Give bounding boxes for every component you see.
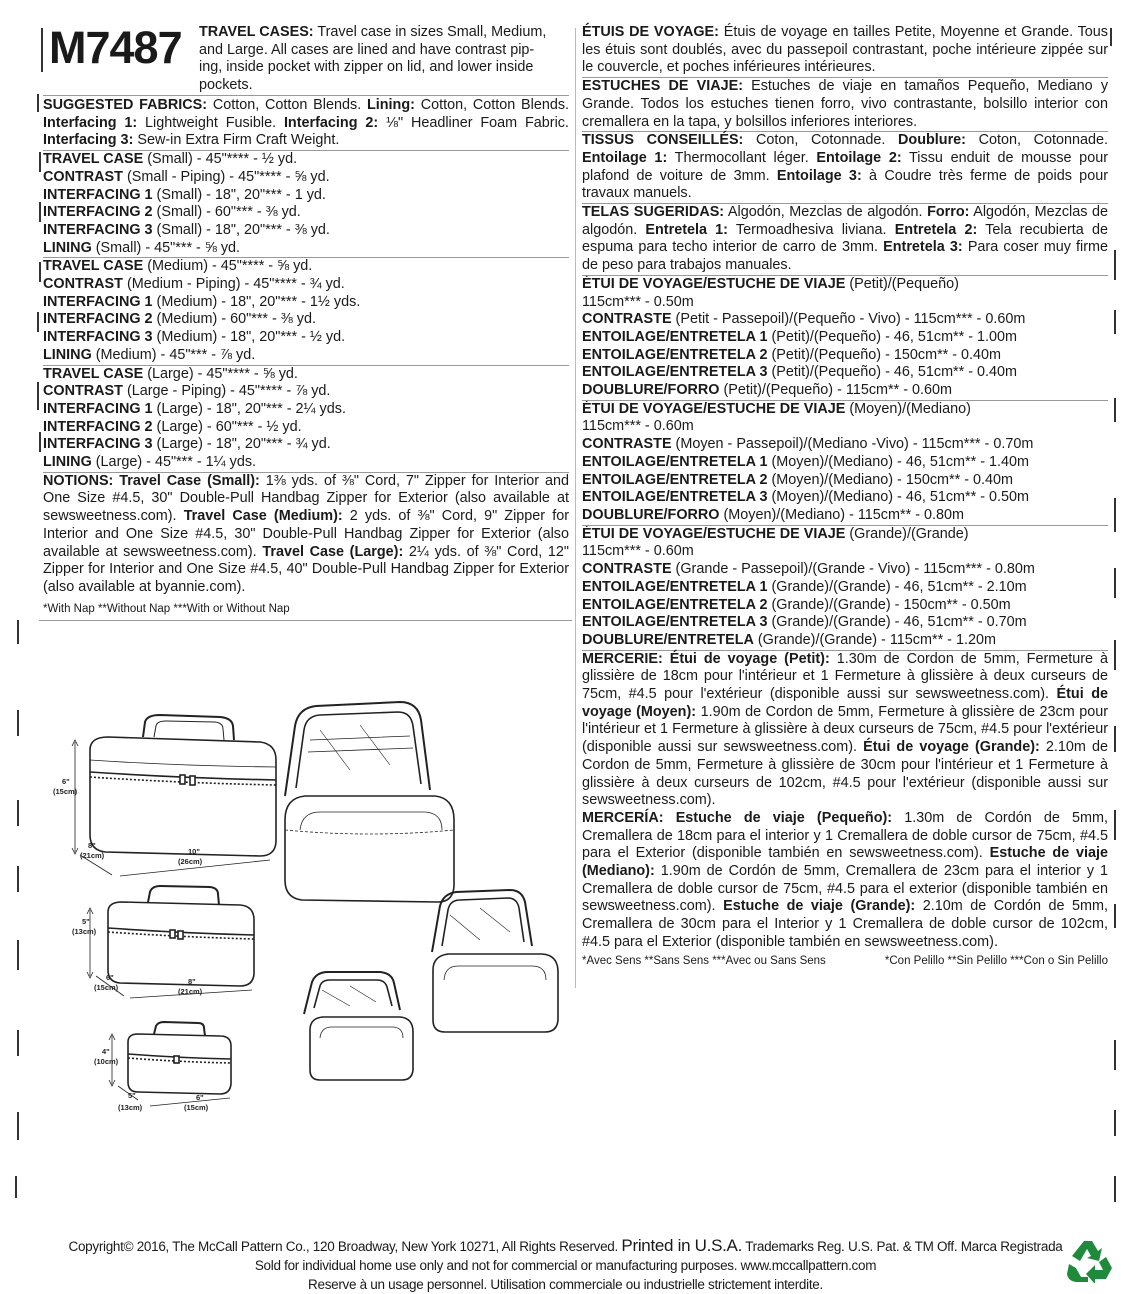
item-detail: (Grande)/(Grande) xyxy=(849,525,969,542)
item-name: CONTRAST xyxy=(43,276,123,293)
dim-label: 4" xyxy=(102,1047,110,1056)
item-detail: (Small) - 60"*** - ⅜ yd. xyxy=(156,204,301,221)
margin-rule xyxy=(1114,1176,1116,1202)
list-item xyxy=(43,329,569,347)
list-item xyxy=(43,150,569,169)
sold-line: Sold for individual home use only and not for commercial or manufacturing purposes. www.mccallpattern.com xyxy=(254,1258,877,1273)
item-detail: (Grande)/(Grande) - 150cm** - 0.50m xyxy=(771,596,1011,613)
item-name: CONTRAST xyxy=(43,168,123,185)
dim-label: (21cm) xyxy=(178,987,203,996)
item-detail: (Grande)/(Grande) - 115cm** - 1.20m xyxy=(757,631,996,648)
pattern-number: M7487 xyxy=(49,22,182,73)
item-detail: (Petit)/(Pequeño) xyxy=(849,275,959,292)
margin-rule xyxy=(37,94,39,112)
list-item xyxy=(582,472,1108,490)
item-name: DOUBLURE/ENTRETELA xyxy=(582,631,754,648)
item-name: ÉTUI DE VOYAGE/ESTUCHE DE VIAJE xyxy=(582,275,846,292)
item-name: CONTRASTE xyxy=(582,311,672,328)
dim-label: 6" xyxy=(196,1093,204,1102)
small-case-closed xyxy=(128,1022,231,1094)
dim-label: (15cm) xyxy=(94,983,119,992)
list-item xyxy=(582,347,1108,365)
footer xyxy=(0,1236,1131,1294)
list-item xyxy=(582,525,1108,544)
margin-rule xyxy=(39,202,41,222)
list-item xyxy=(43,436,569,454)
item-name: ENTOILAGE/ENTRETELA 1 xyxy=(582,328,768,345)
margin-rule xyxy=(1114,810,1116,840)
item-name: INTERFACING 3 xyxy=(43,221,153,238)
item-detail: (Small) - 45"**** - ½ yd. xyxy=(147,151,298,168)
item-detail: (Medium) - 45"*** - ⅞ yd. xyxy=(95,346,256,363)
margin-rule xyxy=(17,866,19,892)
list-item xyxy=(582,436,1108,454)
dim-label: (10cm) xyxy=(94,1057,119,1066)
dim-label: 5" xyxy=(128,1091,136,1100)
item-detail: (Petit)/(Pequeño) - 150cm** - 0.40m xyxy=(771,346,1002,363)
list-item xyxy=(43,276,569,294)
margin-rule xyxy=(1114,1040,1116,1070)
dim-label: 6" xyxy=(106,973,114,982)
french-spanish-column xyxy=(582,24,1108,969)
dim-label: (13cm) xyxy=(118,1103,143,1112)
item-name: ENTOILAGE/ENTRETELA 2 xyxy=(582,596,768,613)
item-detail: (Large - Piping) - 45"**** - ⅞ yd. xyxy=(126,383,331,400)
item-detail: (Medium) - 45"**** - ⅝ yd. xyxy=(147,258,313,275)
item-name: INTERFACING 2 xyxy=(43,204,153,221)
dim-label: (26cm) xyxy=(178,857,203,866)
item-name: ENTOILAGE/ENTRETELA 3 xyxy=(582,614,768,631)
nap-notes xyxy=(582,954,1108,969)
travel-cases-illustration xyxy=(20,680,580,1200)
list-item xyxy=(43,454,569,472)
fr-fabrics: TISSUS CONSEILLÉS: Coton, Cotonnade. Doublure: Coton, Cotonnade. Entoilage 1: Thermocollant léger. Entoilage 2: Tissu enduit de mousse pour plafond de voiture de 3mm. Entoilage 3: à Coudre très ferme de poids pour travaux manuels. xyxy=(582,132,1109,202)
item-name: ENTOILAGE/ENTRETELA 1 xyxy=(582,453,768,470)
item-name: LINING xyxy=(43,346,92,363)
margin-rule xyxy=(1114,726,1116,752)
item-detail: (Large) - 60"*** - ½ yd. xyxy=(156,418,302,435)
metric-list xyxy=(582,275,1108,650)
fr-nap-note: *Avec Sens **Sans Sens ***Avec ou Sans Sens xyxy=(582,954,826,967)
list-item xyxy=(43,311,569,329)
dim-label: 8" xyxy=(188,977,196,986)
intro-line: pockets. xyxy=(199,77,253,94)
medium-case-open xyxy=(432,890,558,1032)
dim-label: 8" xyxy=(88,841,96,850)
es-intro: ESTUCHES DE VIAJE: Estuches de viaje en tamaños Pequeño, Mediano y Grande. Todos los estuches tienen forro, vivo contrastante, bolsillo interior con cremallera en la tapa, y bolsillos inferiores interiores. xyxy=(582,78,1109,130)
es-nap-note: *Con Pelillo **Sin Pelillo ***Con o Sin Pelillo xyxy=(884,954,1108,967)
margin-rule xyxy=(17,940,19,970)
margin-rule xyxy=(1114,398,1116,422)
dim-label: 5" xyxy=(82,917,90,926)
item-detail: (Petit - Passepoil)/(Pequeño - Vivo) - 115cm*** - 0.60m xyxy=(675,311,1026,328)
fr-intro: ÉTUIS DE VOYAGE: Étuis de voyage en tailles Petite, Moyenne et Grande. Tous les étuis sont doublés, avec du passepoil contrastant, poche intérieure zippée sur le couvercle, et poches inférieures intérieures. xyxy=(582,24,1108,76)
dim-label: (15cm) xyxy=(53,787,78,796)
item-name: ENTOILAGE/ENTRETELA 1 xyxy=(582,578,768,595)
list-item xyxy=(43,294,569,312)
item-detail: (Small) - 45"*** - ⅝ yd. xyxy=(95,239,241,256)
notions: NOTIONS: Travel Case (Small): 1⅜ yds. of ⅜" Cord, 7" Zipper for Interior and One Size #4.5, 30" Double-Pull Handbag Zipper for Exterior (also available at sewsweetness.com). Travel Case (Medium): 2 yds. of ⅜" Cord, 9" Zipper for Interior and One Size #4.5, 30" Double-Pull Handbag Zipper for Exterior (also available at sewsweetness.com). Travel Case (Large): 2¼ yds. of ⅜" Cord, 12" Zipper for Interior and One Size #4.5, 40" Double-Pull Handbag Zipper for Exterior (also available at byannie.com). xyxy=(43,472,570,595)
item-detail: (Medium) - 18", 20"*** - 1½ yds. xyxy=(156,293,361,310)
item-detail: (Moyen)/(Mediano) - 115cm** - 0.80m xyxy=(723,506,964,523)
margin-rule xyxy=(1114,250,1116,280)
item-detail: (Grande - Passepoil)/(Grande - Vivo) - 115cm*** - 0.80m xyxy=(675,561,1035,578)
list-item xyxy=(43,222,569,240)
suggested-fabrics: SUGGESTED FABRICS: Cotton, Cotton Blends. Lining: Cotton, Cotton Blends. Interfacing 1: Lightweight Fusible. Interfacing 2: ⅛" Headliner Foam Fabric. Interfacing 3: Sew-in Extra Firm Craft Weight. xyxy=(43,97,570,149)
item-detail: (Medium) - 18", 20"*** - ½ yd. xyxy=(156,329,346,346)
margin-rule xyxy=(17,800,19,826)
list-item xyxy=(582,561,1108,579)
es-fabrics: TELAS SUGERIDAS: Algodón, Mezclas de algodón. Forro: Algodón, Mezclas de algodón. Entretela 1: Termoadhesiva liviana. Entretela 2: Tela recubierta de espuma para techo interior de carro de 3mm. Entretela 3: Para coser muy firme de peso para trabajos manuales. xyxy=(582,204,1109,274)
recycle-icon xyxy=(1066,1237,1116,1283)
item-detail: (Small) - 18", 20"*** - 1 yd. xyxy=(156,186,326,203)
dim-label: 6" xyxy=(62,777,70,786)
nap-note: *With Nap **Without Nap ***With or Without Nap xyxy=(43,602,290,615)
list-item xyxy=(43,240,569,258)
list-item xyxy=(43,257,569,276)
item-name: DOUBLURE/FORRO xyxy=(582,506,720,523)
item-detail: (Large) - 18", 20"*** - 2¼ yds. xyxy=(156,400,346,417)
mercerie: MERCERIE: Étui de voyage (Petit): 1.30m de Cordon de 5mm, Fermeture à glissière de 18cm pour l'intérieur et 1 Fermeture à glissière à deux curseurs de 75cm, #4.5 pour l'extérieur (disponible aussi sur sewsweetness.com). Étui de voyage (Moyen): 1.90m de Cordon de 5mm, Fermeture à glissière de 23cm pour l'intérieur et 1 Fermeture à glissière à deux curseurs de 75cm, #4.5 pour l'extérieur (disponible aussi sur sewsweetness.com). Étui de voyage (Grande): 2.10m de Cordon de 5mm, Fermeture à glissière de 30cm pour l'intérieur et 1 Fermeture à glissière à deux curseurs de 102cm, #4.5 pour l'extérieur (disponible aussi sur sewsweetness.com). xyxy=(582,650,1109,809)
yardage-list xyxy=(43,150,569,472)
item-name: ENTOILAGE/ENTRETELA 2 xyxy=(582,346,768,363)
item-name: LINING xyxy=(43,239,92,256)
list-item xyxy=(582,311,1108,329)
margin-rule xyxy=(1114,310,1116,334)
margin-rule xyxy=(1114,640,1116,670)
dim-label: (15cm) xyxy=(184,1103,209,1112)
list-item xyxy=(582,614,1108,632)
item-name: TRAVEL CASE xyxy=(43,258,144,275)
merceria: MERCERÍA: Estuche de viaje (Pequeño): 1.30m de Cordón de 5mm, Cremallera de 18cm para el interior y 1 Cremallera de doble cursor de 75cm, #4.5 para el Exterior (disponible también en sewsweetness.com). Estuche de viaje (Mediano): 1.90m de Cordón de 5mm, Cremallera de 23cm para el interior y 1 Cremallera de doble cursor de 75cm, #4.5 para el exterior (disponible también en sewsweetness.com). Estuche de viaje (Grande): 2.10m de Cordón de 5mm, Cremallera de 30cm para el Interior y 1 Cremallera de doble cursor de 102cm, #4.5 para el Exterior (disponible también en sewsweetness.com). xyxy=(582,809,1109,950)
item-name: INTERFACING 1 xyxy=(43,186,153,203)
item-detail: (Moyen)/(Mediano) - 46, 51cm** - 1.40m xyxy=(771,453,1030,470)
item-detail: (Large) - 45"*** - 1¼ yds. xyxy=(95,454,257,471)
item-name: CONTRASTE xyxy=(582,436,672,453)
intro-block xyxy=(43,24,569,95)
dim-label: 10" xyxy=(188,847,200,856)
item-detail: (Petit)/(Pequeño) - 46, 51cm** - 1.00m xyxy=(771,328,1018,345)
intro-heading: TRAVEL CASES: xyxy=(199,24,314,40)
margin-rule xyxy=(17,620,19,644)
list-item xyxy=(582,597,1108,615)
figure-divider xyxy=(39,620,572,621)
margin-rule xyxy=(39,432,41,452)
item-detail: (Grande)/(Grande) - 46, 51cm** - 2.10m xyxy=(771,578,1027,595)
list-item xyxy=(582,275,1108,294)
medium-case-closed xyxy=(108,886,254,986)
margin-rule xyxy=(17,710,19,736)
item-name: ENTOILAGE/ENTRETELA 3 xyxy=(582,489,768,506)
item-detail: (Small) - 18", 20"*** - ⅜ yd. xyxy=(156,221,330,238)
dim-label: (13cm) xyxy=(72,927,97,936)
item-name: TRAVEL CASE xyxy=(43,151,144,168)
small-case-open xyxy=(304,972,413,1080)
item-name: ÉTUI DE VOYAGE/ESTUCHE DE VIAJE xyxy=(582,400,846,417)
item-name: LINING xyxy=(43,454,92,471)
large-case-closed xyxy=(90,715,276,856)
copyright-line: Copyright© 2016, The McCall Pattern Co., 120 Broadway, New York 10271, All Rights Reserved. Printed in U.S.A. Trademarks Reg. U.S. Pat. & TM Off. Marca Registrada xyxy=(68,1236,1063,1255)
item-detail: 115cm*** - 0.50m xyxy=(582,293,694,310)
item-name: ÉTUI DE VOYAGE/ESTUCHE DE VIAJE xyxy=(582,525,846,542)
item-name: INTERFACING 1 xyxy=(43,293,153,310)
reserve-line: Reserve à un usage personnel. Utilisation commerciale ou industrielle strictement interdite. xyxy=(308,1277,823,1292)
item-detail: (Petit)/(Pequeño) - 46, 51cm** - 0.40m xyxy=(771,364,1018,381)
list-item xyxy=(582,543,1108,561)
list-item xyxy=(43,204,569,222)
margin-rule xyxy=(39,262,41,282)
item-detail: (Small - Piping) - 45"**** - ⅝ yd. xyxy=(126,168,330,185)
item-detail: 115cm*** - 0.60m xyxy=(582,418,694,435)
item-detail: (Moyen)/(Mediano) - 46, 51cm** - 0.50m xyxy=(771,489,1030,506)
item-detail: (Medium - Piping) - 45"**** - ¾ yd. xyxy=(126,276,345,293)
intro-line: ing, inside pocket with zipper on lid, and lower inside xyxy=(199,59,534,76)
large-case-open xyxy=(285,702,454,902)
item-name: INTERFACING 1 xyxy=(43,400,153,417)
list-item xyxy=(43,187,569,205)
margin-rule xyxy=(1114,904,1116,928)
list-item xyxy=(43,419,569,437)
margin-rule xyxy=(15,1176,17,1198)
item-name: ENTOILAGE/ENTRETELA 2 xyxy=(582,471,768,488)
item-detail: (Grande)/(Grande) - 46, 51cm** - 0.70m xyxy=(771,614,1027,631)
item-name: CONTRAST xyxy=(43,383,123,400)
margin-rule xyxy=(1114,568,1116,598)
item-detail: (Moyen)/(Mediano) xyxy=(849,400,971,417)
margin-rule xyxy=(39,152,41,172)
item-detail: (Large) - 45"**** - ⅝ yd. xyxy=(147,365,298,382)
intro-line: and Large. All cases are lined and have contrast pip- xyxy=(199,41,535,58)
item-name: DOUBLURE/FORRO xyxy=(582,382,720,399)
item-name: CONTRASTE xyxy=(582,561,672,578)
item-name: INTERFACING 2 xyxy=(43,311,153,328)
item-name: INTERFACING 3 xyxy=(43,329,153,346)
list-item xyxy=(43,347,569,365)
dim-label: (21cm) xyxy=(80,851,105,860)
list-item xyxy=(582,329,1108,347)
list-item xyxy=(582,489,1108,507)
item-detail: (Petit)/(Pequeño) - 115cm** - 0.60m xyxy=(723,382,952,399)
margin-rule xyxy=(17,1112,19,1140)
margin-rule xyxy=(17,1030,19,1056)
list-item xyxy=(43,169,569,187)
english-column xyxy=(43,24,569,617)
list-item xyxy=(582,454,1108,472)
list-item xyxy=(582,632,1108,650)
item-name: ENTOILAGE/ENTRETELA 3 xyxy=(582,364,768,381)
item-name: INTERFACING 2 xyxy=(43,418,153,435)
item-name: TRAVEL CASE xyxy=(43,365,144,382)
item-detail: 115cm*** - 0.60m xyxy=(582,543,694,560)
margin-rule xyxy=(1110,28,1112,46)
margin-rule xyxy=(37,312,39,332)
margin-rule xyxy=(1114,498,1116,532)
margin-rule xyxy=(37,382,39,410)
list-item xyxy=(43,401,569,419)
list-item xyxy=(582,579,1108,597)
item-detail: (Moyen)/(Mediano) - 150cm** - 0.40m xyxy=(771,471,1014,488)
intro-line: Travel case in sizes Small, Medium, xyxy=(317,24,547,40)
list-item xyxy=(582,364,1108,382)
list-item xyxy=(582,400,1108,419)
list-item xyxy=(582,294,1108,312)
list-item xyxy=(582,507,1108,525)
item-detail: (Moyen - Passepoil)/(Mediano -Vivo) - 115cm*** - 0.70m xyxy=(675,436,1034,453)
list-item xyxy=(582,382,1108,400)
margin-rule xyxy=(1114,1110,1116,1136)
list-item xyxy=(43,383,569,401)
list-item xyxy=(43,365,569,384)
item-detail: (Large) - 18", 20"*** - ¾ yd. xyxy=(156,436,331,453)
item-name: INTERFACING 3 xyxy=(43,436,153,453)
list-item xyxy=(582,418,1108,436)
item-detail: (Medium) - 60"*** - ⅜ yd. xyxy=(156,311,317,328)
